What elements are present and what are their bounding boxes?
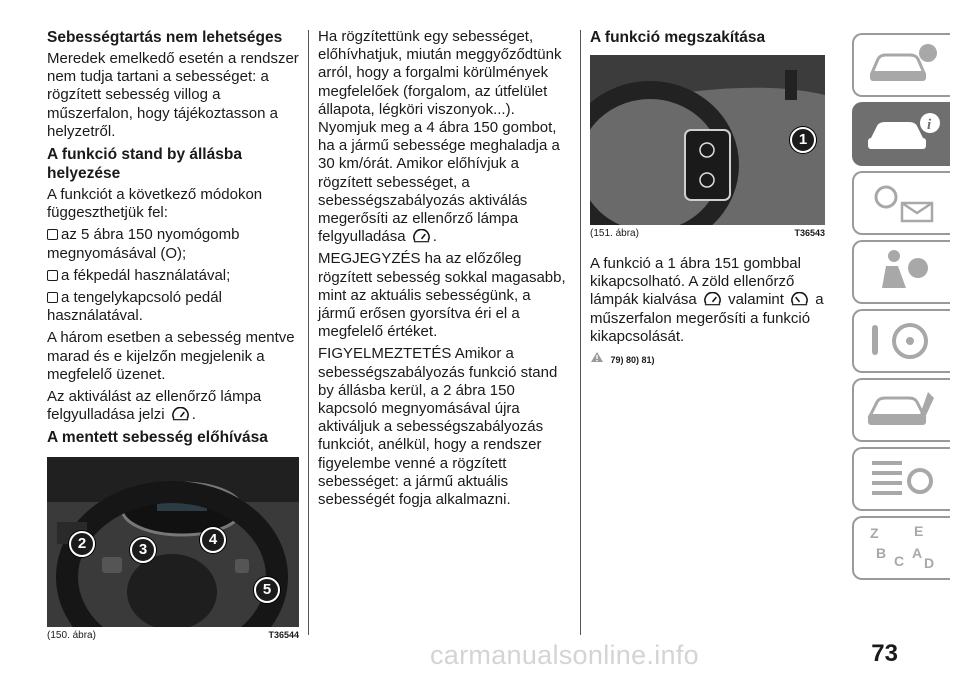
watermark: carmanualsonline.info [430,640,699,670]
tab-car-info[interactable] [852,102,950,166]
column-divider [580,30,581,635]
car-service-icon [862,384,942,434]
speed-limiter-lamp-icon [790,292,809,306]
cruise-control-lamp-icon [412,229,431,243]
tab-index[interactable] [852,516,950,580]
tab-driving[interactable] [852,309,950,373]
figure-151-caption: (151. ábra) T36543 [590,228,825,239]
callout-2: 2 [69,531,95,557]
callout-3: 3 [130,537,156,563]
airbag-person-icon [862,246,942,296]
tab-car-warning[interactable] [852,33,950,97]
svg-text:D: D [924,555,935,571]
cruise-control-lamp-icon [171,407,190,421]
svg-text:Z: Z [870,525,879,541]
paragraph-note: MEGJEGYZÉS ha az előzőleg rögzített sebesség sokkal magasabb, mint az aktuális sebességünk, a jármű erősen gyorsítva éri el a megfelelő értéket. [318,250,566,341]
tab-settings-list[interactable] [852,447,950,511]
paragraph-activation: Az aktiválást az ellenőrző lámpa felgyulladása jelzi . [47,388,262,424]
paragraph-speed-not-possible: Meredek emelkedő esetén a rendszer nem tudja tartani a sebességet: a rögzített sebesség villog a műszerfalon, hogy tájékoztasson a helyzetről. [47,50,299,140]
car-info-icon [862,108,942,158]
heading-interrupt: A funkció megszakítása [590,29,766,46]
car-warning-icon [862,39,942,89]
column-middle [318,28,570,513]
tab-lights-message[interactable] [852,171,950,235]
column-right [590,28,825,368]
paragraph-standby-intro: A funkciót a következő módokon függeszthetjük fel: [47,186,263,222]
column-left [47,28,299,641]
bullet-item-brake: a fékpedál használatával; [47,267,299,285]
tab-airbag[interactable] [852,240,950,304]
page-number: 73 [871,640,898,667]
chapter-tabs [852,33,954,585]
bullet-item-button: az 5 ábra 150 nyomógomb [47,226,299,244]
callout-5: 5 [254,577,280,603]
column-divider [308,30,309,635]
callout-1: 1 [790,127,816,153]
heading-standby: A funkció stand by állásba helyezése [47,146,242,183]
svg-text:B: B [876,545,887,561]
paragraph-recall-speed: Ha rögzítettünk egy sebességet, előhívhatjuk, miután meggyőződtünk arról, hogy a forgalmi körülmények megfelelőek (forgalom, az útfelület állapota, légköri viszonyok...). Nyomjuk meg a 4 ábra 150 gombot, ha a jármű sebessége meghaladja a 30 km/órát. Amikor előhívjuk a rögzített sebességet, a sebességszabályozás aktiválás megerősíti az ellenőrző lámpa felgyulladása . [318,28,562,246]
paragraph-interrupt: A funkció a 1 ábra 151 gombbal kikapcsolható. A zöld ellenőrző lámpák kialvása valamint a műszerfalon megerősíti a funkció kikapcsolását. [590,255,824,345]
warning-references: 79) 80) 81) [590,350,825,368]
cruise-control-lamp-icon [703,292,722,306]
svg-text:A: A [912,545,923,561]
tab-service[interactable] [852,378,950,442]
heading-speed-not-possible: Sebességtartás nem lehetséges [47,29,283,46]
svg-text:i: i [927,117,932,133]
lights-message-icon [862,177,942,227]
warning-triangle-icon [590,351,604,363]
bullet-item-button-cont: megnyomásával (O); [47,244,187,262]
heading-recall: A mentett sebesség előhívása [47,429,268,447]
figure-151-switch [590,55,825,225]
callout-4: 4 [200,527,226,553]
paragraph-three-cases: A három esetben a sebesség mentve marad és e kijelzőn megjelenik a megfelelő üzenet. [47,329,295,383]
alphabet-index-icon [862,522,942,572]
bullet-item-clutch-cont: használatával. [47,307,143,325]
paragraph-warning: FIGYELMEZTETÉS Amikor a sebességszabályozás funkció stand by állásba kerül, a 2 ábra 150 kapcsoló megnyomásával újra aktiváljuk a sebességszabályozás funkciót, anélkül, hogy a rendszer figyelembe venné a rögzített sebességet: a jármű aktuális sebességét fogja alkalmazni. [318,345,558,509]
bullet-item-clutch: a tengelykapcsoló pedál [47,289,299,307]
figure-150-steering-wheel [47,457,299,627]
svg-text:E: E [914,523,924,539]
steering-wheel-icon [862,315,942,365]
svg-text:C: C [894,553,905,569]
settings-list-icon [862,453,942,503]
figure-150-caption: (150. ábra) T36544 [47,630,299,642]
